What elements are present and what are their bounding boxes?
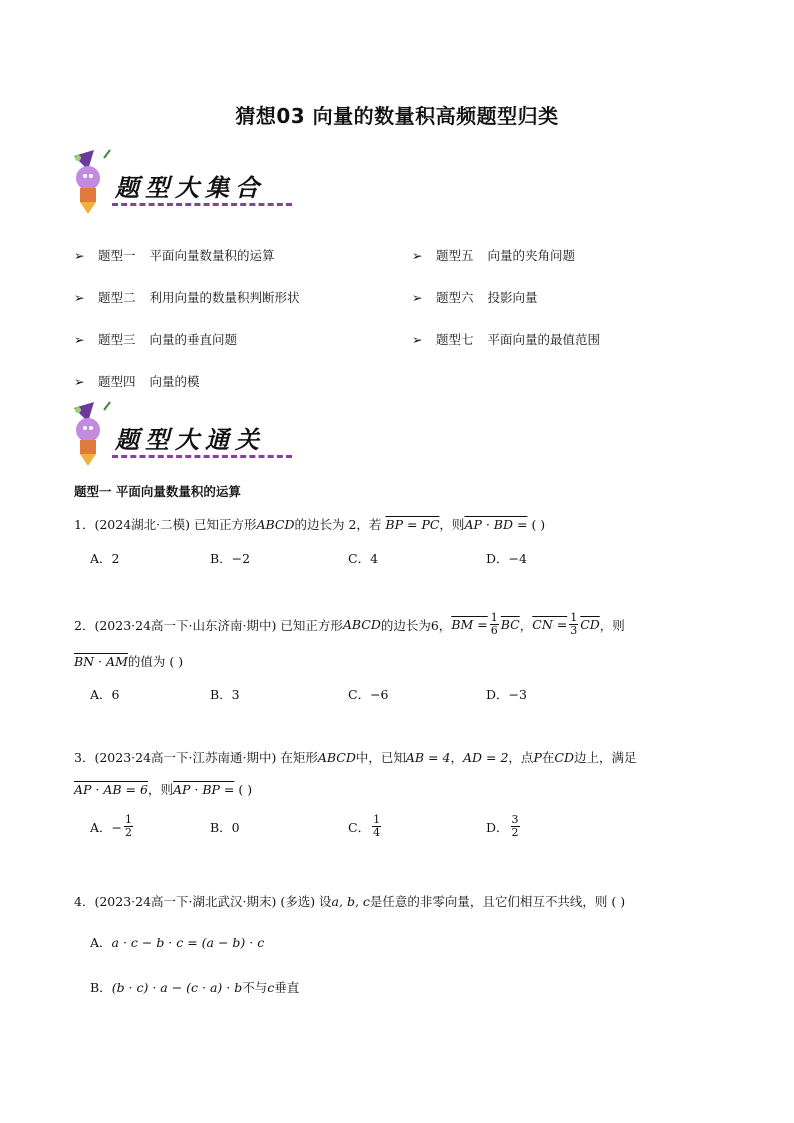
q2-abcd: ABCD <box>342 617 381 632</box>
q2-mid: 的边长为6， <box>380 617 452 633</box>
frac-den: 4 <box>373 826 381 839</box>
q2-option-a[interactable]: A．6 <box>90 687 120 702</box>
question-3: 3．(2023·24高一下·江苏南通·期中) 在矩形ABCD中，已知AB = 4，AD = 2，点P在CD边上，满足 <box>74 750 637 765</box>
opt-label: C． <box>348 819 371 835</box>
wizard-mascot-icon <box>60 400 120 468</box>
q1-option-d[interactable]: D．−4 <box>486 551 527 566</box>
q3-side: 边上，满足 <box>573 750 637 765</box>
question-1 <box>74 515 734 533</box>
opt-text: (b · c) · a − (c · a) · b <box>111 980 243 995</box>
q1-option-b[interactable]: B．−2 <box>210 551 251 566</box>
frac-den: 2 <box>125 826 133 839</box>
q4-option-b[interactable] <box>90 978 299 996</box>
page-title: 猜想03 向量的数量积高频题型归类 <box>235 104 559 128</box>
q4-prefix: 4．(2023·24高一下·湖北武汉·期末) (多选) 设 <box>74 894 332 909</box>
q2-cn-fraction <box>569 612 578 637</box>
q4-option-a[interactable] <box>90 933 264 951</box>
frac-num: 1 <box>490 611 498 624</box>
toc-type: 题型六 <box>436 290 474 305</box>
toc-type: 题型一 <box>98 248 136 263</box>
q2-line2-tail: 的值为 ( ) <box>127 654 184 669</box>
q3-ab: AB = 4 <box>405 750 451 765</box>
fraction <box>124 814 133 839</box>
frac-den: 3 <box>570 624 578 637</box>
frac-num: 3 <box>511 813 519 826</box>
q2-cn: CN = <box>532 617 568 632</box>
q1-tail: ( ) <box>531 517 546 532</box>
toc-name: 平面向量的最值范围 <box>487 332 601 347</box>
toc-left-column <box>74 234 394 402</box>
banner-divider <box>112 455 292 458</box>
opt-tail: 不与 <box>242 980 268 995</box>
toc-type: 题型二 <box>98 290 136 305</box>
q2-option-c[interactable]: C．−6 <box>348 687 389 702</box>
q1-abcd: ABCD <box>256 517 295 532</box>
banner-title: 题型大通关 <box>115 425 265 454</box>
q3-line2a: AP · AB = 6 <box>74 782 148 797</box>
q3-p: ，点 <box>508 750 534 765</box>
q2-option-d[interactable]: D．−3 <box>486 687 527 702</box>
toc-name: 向量的垂直问题 <box>149 332 238 347</box>
toc-name: 向量的模 <box>149 374 200 389</box>
q3-option-d[interactable] <box>486 814 522 839</box>
opt-label: D． <box>486 819 509 835</box>
toc-item[interactable] <box>74 360 394 402</box>
q3-option-a[interactable] <box>90 814 135 839</box>
toc-type: 题型三 <box>98 332 136 347</box>
toc-name: 向量的夹角问题 <box>487 248 576 263</box>
frac-num: 1 <box>125 813 133 826</box>
q1-then: ，则 <box>439 517 465 532</box>
section-banner-collection <box>60 148 300 218</box>
q2-option-b[interactable]: B．3 <box>210 687 240 702</box>
arrow-bullet-icon: ➢ <box>74 373 85 389</box>
question-3-line2 <box>74 780 252 798</box>
q3-on: 在 <box>541 750 555 765</box>
q1-eq: BP = PC <box>385 517 440 532</box>
toc-name: 投影向量 <box>487 290 538 305</box>
frac-num: 1 <box>373 813 381 826</box>
q1-prefix: 1．(2024湖北·二模) 已知正方形 <box>74 517 257 532</box>
wizard-mascot-icon <box>60 148 120 216</box>
q1-option-c[interactable]: C．4 <box>348 551 379 566</box>
question-2-line2 <box>74 652 183 670</box>
q1-expr: AP · BD = <box>464 517 528 532</box>
toc-item[interactable] <box>412 234 732 276</box>
q2-prefix: 2．(2023·24高一下·山东济南·期中) 已知正方形 <box>74 617 343 633</box>
q3-line2b: ，则 <box>147 782 173 797</box>
question-4 <box>74 892 774 910</box>
arrow-bullet-icon: ➢ <box>412 247 423 263</box>
fraction <box>372 814 381 839</box>
q3-line2c: AP · BP = <box>172 782 235 797</box>
arrow-bullet-icon: ➢ <box>74 247 85 263</box>
opt-label: A．− <box>90 819 123 835</box>
q3-ad: AD = 2 <box>462 750 509 765</box>
q2-then: ，则 <box>599 617 625 633</box>
q1-mid: 的边长为 2，若 <box>294 517 382 532</box>
opt-var: c <box>267 980 275 995</box>
toc-item[interactable] <box>74 276 394 318</box>
q3-option-c[interactable] <box>348 814 383 839</box>
q4-rest: 是任意的非零向量，且它们相互不共线，则 ( ) <box>369 894 626 909</box>
q2-bm: BM = <box>451 617 488 632</box>
q2-bc: $\overline{BC}$ <box>500 617 520 632</box>
toc-type: 题型四 <box>98 374 136 389</box>
toc-right-column <box>412 234 732 360</box>
q3-mid: 中，已知 <box>355 750 406 765</box>
q3-abcd: ABCD <box>317 750 356 765</box>
q2-line2: BN · AM <box>74 654 128 669</box>
opt-label: B． <box>90 980 112 995</box>
q4-vars: a, b, c <box>331 894 370 909</box>
section-heading: 题型一 平面向量数量积的运算 <box>74 484 241 499</box>
q3-prefix: 3．(2023·24高一下·江苏南通·期中) 在矩形 <box>74 750 318 765</box>
opt-text: a · c − b · c = (a − b) · c <box>111 935 265 950</box>
toc-name: 平面向量数量积的运算 <box>149 248 275 263</box>
toc-type: 题型七 <box>436 332 474 347</box>
toc-type: 题型五 <box>436 248 474 263</box>
frac-num: 1 <box>570 611 578 624</box>
arrow-bullet-icon: ➢ <box>412 289 423 305</box>
toc-item[interactable] <box>412 318 732 360</box>
frac-den: 6 <box>490 624 498 637</box>
toc-item[interactable] <box>74 234 394 276</box>
fraction <box>511 814 520 839</box>
q3-point: P <box>533 750 542 765</box>
banner-title: 题型大集合 <box>115 173 265 202</box>
q3-option-b[interactable]: B．0 <box>210 820 240 835</box>
opt-label: A． <box>90 935 112 950</box>
q2-bm-fraction <box>490 612 499 637</box>
toc-item[interactable] <box>412 276 732 318</box>
opt-end: 垂直 <box>274 980 300 995</box>
question-2: 2．(2023·24高一下·山东济南·期中) 已知正方形 ABCD 的边长为6， BM = $\frac{1}{6}$ $\overline{BC}$ ， CN = $\frac{1}{3}$ $\overline{CD}$ ，则 <box>74 611 625 637</box>
toc-name: 利用向量的数量积判断形状 <box>149 290 300 305</box>
toc-item[interactable] <box>74 318 394 360</box>
q2-cd: $\overline{CD}$ <box>580 617 600 632</box>
banner-divider <box>112 203 292 206</box>
arrow-bullet-icon: ➢ <box>74 289 85 305</box>
section-banner-practice <box>60 400 300 470</box>
q1-option-a[interactable]: A．2 <box>90 551 120 566</box>
q3-line2-tail: ( ) <box>238 782 253 797</box>
arrow-bullet-icon: ➢ <box>74 331 85 347</box>
q3-cd: CD <box>554 750 574 765</box>
frac-den: 2 <box>511 826 519 839</box>
arrow-bullet-icon: ➢ <box>412 331 423 347</box>
